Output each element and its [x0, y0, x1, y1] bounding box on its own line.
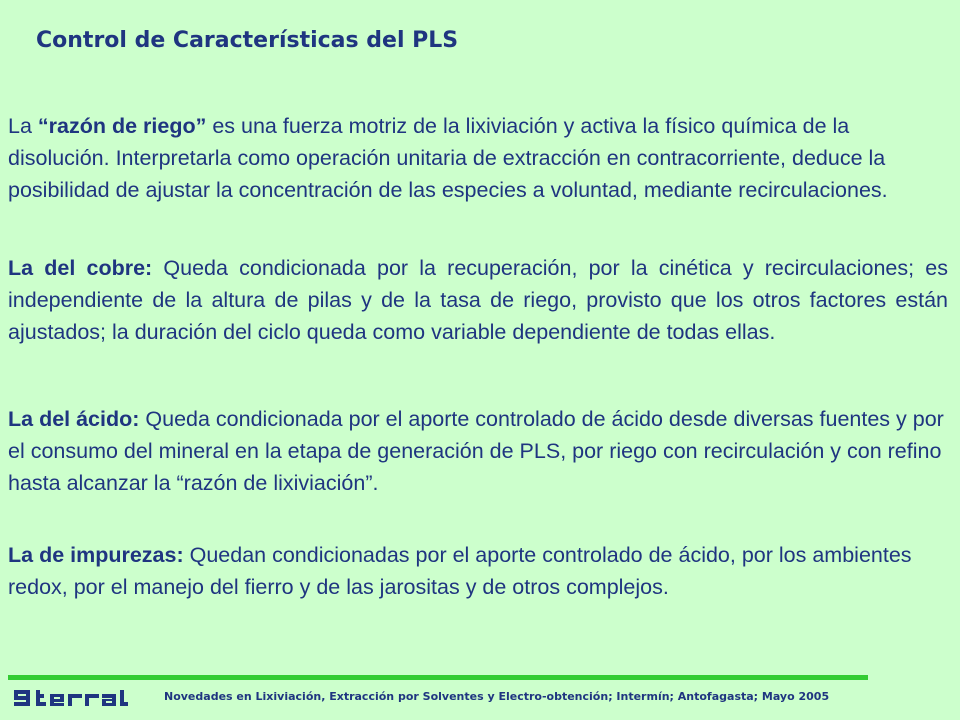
paragraph-prefix: La	[8, 114, 38, 138]
paragraph-body: es una fuerza motriz de la lixiviación y activa la físico química de la disolución. Interpretarla como operación unitaria de extracción en contracorriente, deduce la posibilidad de ajustar la concentración de las especies a voluntad, mediante recirculaciones.	[8, 114, 888, 202]
footer-divider	[8, 675, 868, 680]
paragraph-cobre	[8, 252, 948, 348]
paragraph-heading: “razón de riego”	[37, 114, 207, 138]
paragraph-body: Quedan condicionadas por el aporte controlado de ácido, por los ambientes redox, por el manejo del fierro y de las jarositas y de otros complejos.	[8, 543, 912, 599]
paragraph-body: Queda condicionada por el aporte controlado de ácido desde diversas fuentes y por el consumo del mineral en la etapa de generación de PLS, por riego con recirculación y con refino hasta alcanzar la “razón de lixiviación”.	[8, 407, 944, 495]
paragraph-acido	[8, 403, 948, 499]
paragraph-razon-de-riego	[8, 110, 948, 206]
footer-caption: Novedades en Lixiviación, Extracción por Solventes y Electro-obtención; Intermín; Antofagasta; Mayo 2005	[164, 690, 830, 703]
paragraph-heading: La del ácido:	[8, 407, 140, 431]
slide-title: Control de Características del PLS	[36, 28, 459, 53]
paragraph-body: Queda condicionada por la recuperación, por la cinética y recirculaciones; es independiente de la altura de pilas y de la tasa de riego, provisto que los otros factores están ajustados; la duración del ciclo queda como variable dependiente de todas ellas.	[8, 256, 948, 344]
paragraph-heading: La de impurezas:	[8, 543, 184, 567]
paragraph-impurezas	[8, 539, 948, 603]
paragraph-heading: La del cobre:	[8, 256, 153, 280]
terral-logo	[12, 686, 152, 710]
